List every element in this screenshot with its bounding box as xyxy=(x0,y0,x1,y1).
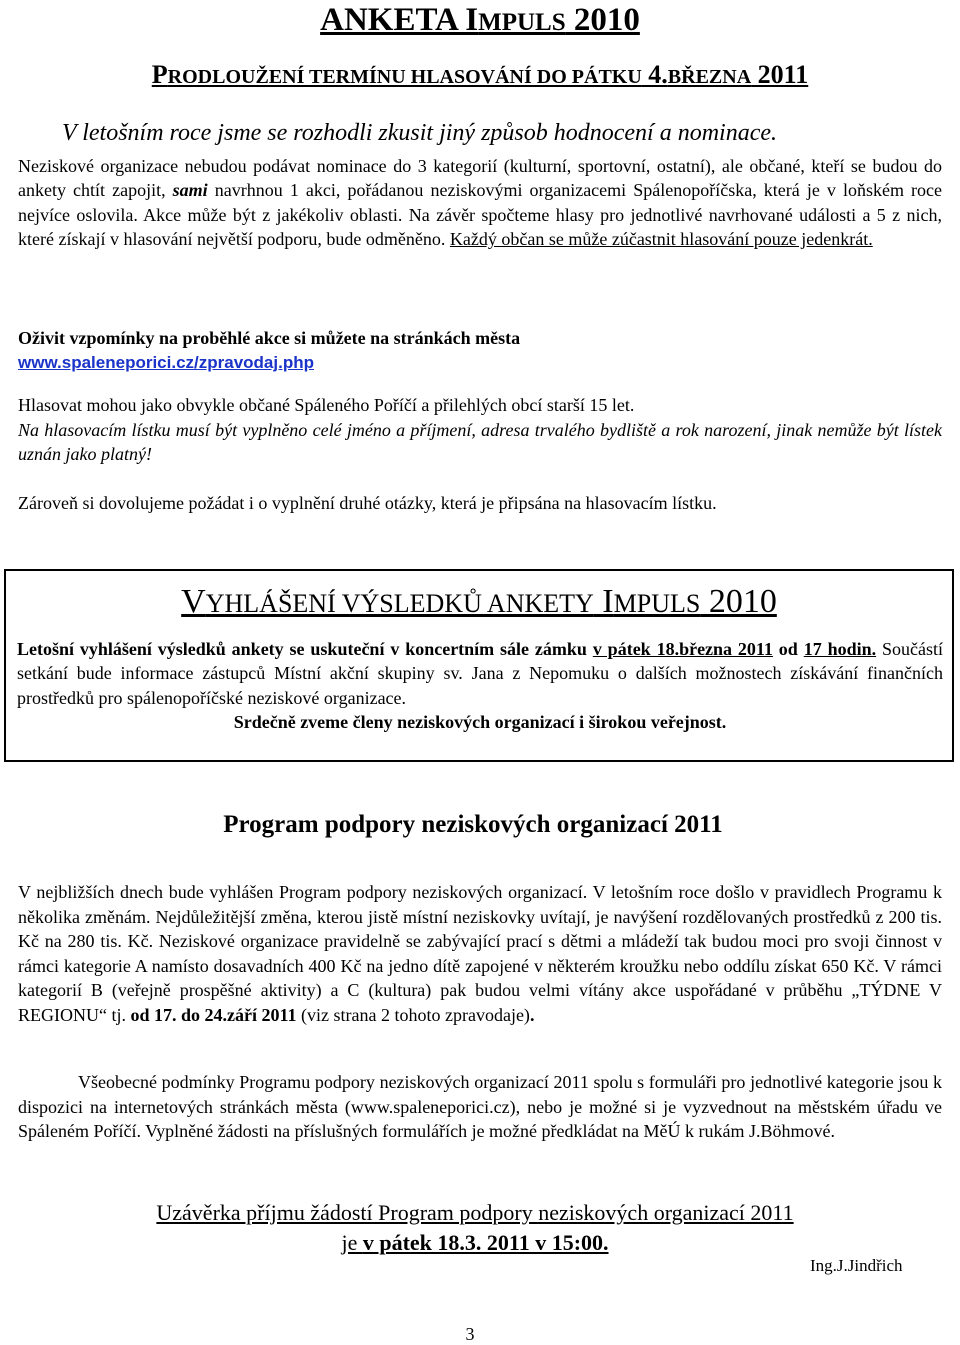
voting-eligibility: Hlasovat mohou jako obvykle občané Spáleného Poříčí a přilehlých obcí starší 15 let. xyxy=(18,395,635,415)
page-number: 3 xyxy=(465,1324,475,1344)
website-link[interactable]: www.spaleneporici.cz/zpravodaj.php xyxy=(18,353,314,372)
program-paragraph: V nejbližších dnech bude vyhlášen Program podpory neziskových organizací. V letošním roce došlo v pravidlech Programu k několika změnám. Nejdůležitější změna, kterou jistě místní neziskovky uvítají, je navýšení rozdělovaných prostředků z 200 tis. Kč na 280 tis. Kč. Neziskové organizace pravidelně se zabývající prací s dětmi a mládeží tak budou moci pro svoji činnost v rámci kategorie A namísto dosavadních 400 Kč na jedno dítě zapojené v některém kroužku nebo oddílu získat 650 Kč. V rámci kategorií B (veřejně prospěšné aktivity) a C (kultura) pak budou velmi vítány akce uspořádané v průběhu „TÝDNE V REGIONU“ tj. od 17. do 24.září 2011 (viz strana 2 tohoto zpravodaje). xyxy=(18,882,942,1025)
subtitle-text: PRODLOUŽENÍ TERMÍNU HLASOVÁNÍ DO PÁTKU 4.BŘEZNA 2011 xyxy=(151,60,809,89)
emphasis-sami: sami xyxy=(172,180,208,201)
subtitle-deadline-extension xyxy=(0,58,960,94)
deadline-line-1: Uzávěrka příjmu žádostí Program podpory neziskových organizací 2011 xyxy=(156,1200,794,1225)
results-title: VYHLÁŠENÍ VÝSLEDKŮ ANKETY IMPULS 2010 xyxy=(181,583,777,620)
one-vote-rule: Každý občan se může zúčastnit hlasování pouze jedenkrát. xyxy=(449,229,873,250)
results-announcement-box xyxy=(4,569,954,762)
main-title xyxy=(0,0,960,43)
intro-paragraph: Neziskové organizace nebudou podávat nominace do 3 kategorií (kulturní, sportovní, ostatní), ale občané, kteří se budou do ankety chtít zapojit, sami navrhnou 1 akci, pořádanou neziskovými organizacemi Spálenopoříčska, která je v loňském roce nejvíce oslovila. Akce může být z jakékoliv oblasti. Na závěr spočteme hlasy pro jednotlivé navrhované události a 5 z nich, které získají v hlasování největší podporu, bude odměněno. Každý občan se může zúčastnit hlasování pouze jedenkrát. xyxy=(18,156,942,250)
program-title: Program podpory neziskových organizací 2011 xyxy=(223,811,723,838)
results-date: v pátek 18.března 2011 xyxy=(592,639,773,659)
program-conditions-paragraph: Všeobecné podmínky Programu podpory neziskových organizací 2011 spolu s formuláři pro jednotlivé kategorie jsou k dispozici na internetových stránkách města (www.spaleneporici.cz), nebo je možné si je vyzvednout na městském úřadu ve Spáleném Poříčí. Vyplněné žádosti na příslušných formulářích je možné předkládat na MěÚ k rukám J.Böhmové. xyxy=(18,1072,942,1141)
main-title-text: ANKETA IMPULS 2010 xyxy=(320,2,640,38)
deadline-notice xyxy=(0,1198,950,1258)
intro-heading: V letošním roce jsme se rozhodli zkusit jiný způsob hodnocení a nominace. xyxy=(62,120,778,146)
second-question-request: Zároveň si dovolujeme požádat i o vyplnění druhé otázky, která je připsána na hlasovacím lístku. xyxy=(18,493,717,513)
signature: Ing.J.Jindřich xyxy=(810,1256,903,1275)
results-time: 17 hodin. xyxy=(803,639,877,659)
deadline-line-2: je v pátek 18.3. 2011 v 15:00. xyxy=(341,1230,609,1255)
ballot-requirements: Na hlasovacím lístku musí být vyplněno celé jméno a příjmení, adresa trvalého bydliště a rok narození, jinak nemůže být lístek uznán jako platný! xyxy=(18,420,942,465)
memories-line: Oživit vzpomínky na proběhlé akce si můžete na stránkách města xyxy=(18,328,521,348)
invitation-line: Srdečně zveme členy neziskových organizací i širokou veřejnost. xyxy=(233,712,727,733)
results-details: Letošní vyhlášení výsledků ankety se uskuteční v koncertním sále zámku v pátek 18.března 2011 od 17 hodin. Součástí setkání bude informace zástupců Místní akční skupiny sv. Jana z Nepomuku o dalších možnostech získávání finančních prostředků pro spálenopoříčské neziskové organizace. Srdečně zveme členy neziskových organizací i širokou veřejnost. xyxy=(17,637,943,735)
